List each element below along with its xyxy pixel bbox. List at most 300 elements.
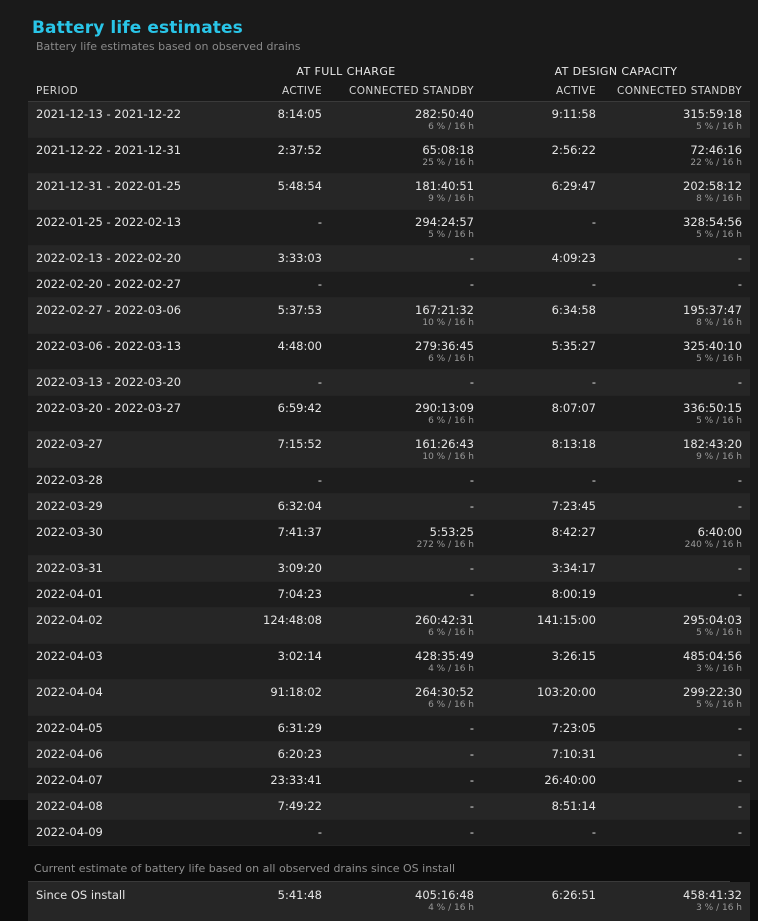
cell-active-full-value: 124:48:08 — [263, 613, 322, 627]
cell-active-design — [482, 680, 604, 716]
summary-standby-design-pct: 3 % / 16 h — [696, 903, 742, 913]
cell-active-design-value: 5:35:27 — [551, 339, 596, 353]
cell-active-full — [210, 298, 330, 334]
column-header-standby-design: CONNECTED STANDBY — [604, 82, 750, 102]
cell-period — [28, 246, 210, 272]
cell-standby-full-value: - — [469, 587, 474, 601]
cell-active-full-value: - — [317, 215, 322, 229]
page-title: Battery life estimates — [32, 18, 243, 38]
cell-standby-design-pct: 22 % / 16 h — [690, 158, 743, 168]
cell-standby-design-value: 202:58:12 — [683, 179, 743, 193]
cell-standby-full — [330, 556, 482, 582]
cell-standby-full-value: - — [469, 747, 474, 761]
cell-period — [28, 468, 210, 494]
cell-standby-design-value: - — [737, 721, 743, 735]
cell-standby-design-value: - — [737, 747, 743, 761]
cell-active-full — [210, 494, 330, 520]
cell-standby-design — [604, 494, 750, 520]
cell-active-design — [482, 520, 604, 556]
cell-standby-design-value: - — [737, 825, 743, 839]
cell-active-full — [210, 432, 330, 468]
cell-active-full-value: 2:37:52 — [277, 143, 322, 157]
cell-active-design — [482, 396, 604, 432]
cell-period-value: 2021-12-22 - 2021-12-31 — [36, 143, 182, 157]
cell-period-value: 2022-04-09 — [36, 825, 103, 839]
table-row — [28, 174, 750, 210]
cell-standby-design — [604, 742, 750, 768]
cell-period — [28, 396, 210, 432]
cell-standby-full — [330, 138, 482, 174]
cell-standby-design — [604, 768, 750, 794]
cell-active-design — [482, 210, 604, 246]
cell-period-value: 2022-02-13 - 2022-02-20 — [36, 251, 182, 265]
cell-active-full-value: 23:33:41 — [270, 773, 322, 787]
cell-standby-full-pct: 6 % / 16 h — [428, 122, 474, 132]
cell-standby-full — [330, 742, 482, 768]
cell-active-design-value: - — [591, 277, 596, 291]
cell-standby-design-pct: 5 % / 16 h — [696, 628, 743, 638]
summary-period: Since OS install — [28, 882, 210, 921]
table-row — [28, 644, 750, 680]
cell-standby-design-value: - — [737, 473, 743, 487]
cell-standby-design-value: - — [737, 587, 743, 601]
cell-standby-design — [604, 272, 750, 298]
cell-active-full — [210, 716, 330, 742]
table-row — [28, 520, 750, 556]
cell-standby-full-value: - — [469, 721, 474, 735]
cell-standby-full-value: - — [469, 799, 474, 813]
cell-active-full-value: 6:59:42 — [277, 401, 322, 415]
cell-standby-design — [604, 370, 750, 396]
cell-active-full-value: - — [317, 277, 322, 291]
cell-active-full-value: 7:49:22 — [277, 799, 322, 813]
cell-active-full-value: 4:48:00 — [277, 339, 322, 353]
cell-standby-full — [330, 246, 482, 272]
cell-standby-full-pct: 6 % / 16 h — [428, 416, 474, 426]
cell-active-full-value: - — [317, 375, 322, 389]
summary-standby-design-value: 458:41:32 — [683, 888, 742, 902]
cell-standby-full-value: - — [469, 375, 474, 389]
cell-active-design — [482, 468, 604, 494]
cell-active-full-value: 6:31:29 — [277, 721, 322, 735]
cell-active-full-value: 6:20:23 — [277, 747, 322, 761]
cell-active-full — [210, 644, 330, 680]
cell-active-full — [210, 272, 330, 298]
cell-standby-design — [604, 396, 750, 432]
cell-period-value: 2021-12-13 - 2021-12-22 — [36, 107, 182, 121]
summary-standby-full-pct: 4 % / 16 h — [428, 903, 474, 913]
cell-active-full — [210, 246, 330, 272]
cell-standby-design — [604, 298, 750, 334]
cell-standby-full — [330, 432, 482, 468]
cell-standby-full-value: - — [469, 773, 474, 787]
cell-standby-design-value: - — [737, 277, 743, 291]
cell-standby-full-value: - — [469, 561, 474, 575]
cell-period-value: 2022-02-20 - 2022-02-27 — [36, 277, 182, 291]
cell-period — [28, 608, 210, 644]
table-row — [28, 556, 750, 582]
cell-active-design-value: 8:13:18 — [551, 437, 596, 451]
table-row — [28, 680, 750, 716]
cell-active-full — [210, 608, 330, 644]
summary-standby-full-value: 405:16:48 — [415, 888, 474, 902]
cell-standby-design — [604, 794, 750, 820]
cell-active-design — [482, 768, 604, 794]
cell-standby-full — [330, 396, 482, 432]
cell-standby-design-pct: 5 % / 16 h — [696, 230, 743, 240]
cell-standby-design-pct: 5 % / 16 h — [696, 416, 743, 426]
summary-row — [28, 882, 750, 921]
summary-table — [28, 882, 750, 921]
cell-standby-full — [330, 820, 482, 846]
cell-active-full-value: 7:15:52 — [277, 437, 322, 451]
cell-period-value: 2022-04-05 — [36, 721, 103, 735]
table-row — [28, 608, 750, 644]
cell-active-full-value: 5:48:54 — [277, 179, 322, 193]
cell-standby-full-pct: 6 % / 16 h — [428, 700, 474, 710]
cell-standby-design-value: - — [737, 561, 743, 575]
cell-period-value: 2022-04-06 — [36, 747, 103, 761]
cell-standby-design — [604, 820, 750, 846]
cell-active-design-value: 3:34:17 — [551, 561, 596, 575]
cell-standby-full-value: 294:24:57 — [415, 215, 474, 229]
cell-standby-full — [330, 174, 482, 210]
cell-standby-full — [330, 210, 482, 246]
cell-active-full — [210, 820, 330, 846]
cell-period-value: 2022-03-20 - 2022-03-27 — [36, 401, 182, 415]
cell-active-full-value: 7:04:23 — [277, 587, 322, 601]
cell-standby-full-pct: 25 % / 16 h — [422, 158, 474, 168]
cell-period-value: 2022-03-28 — [36, 473, 103, 487]
cell-period — [28, 432, 210, 468]
cell-standby-design — [604, 644, 750, 680]
cell-period — [28, 644, 210, 680]
cell-standby-full — [330, 768, 482, 794]
group-header-spacer — [28, 63, 210, 82]
cell-standby-full-value: - — [469, 473, 474, 487]
cell-standby-full — [330, 680, 482, 716]
cell-standby-full-value: - — [469, 499, 474, 513]
cell-standby-design-pct: 8 % / 16 h — [696, 318, 743, 328]
cell-standby-full-value: 65:08:18 — [422, 143, 474, 157]
cell-active-design-value: 9:11:58 — [551, 107, 596, 121]
cell-standby-full — [330, 608, 482, 644]
cell-active-design — [482, 644, 604, 680]
cell-active-full — [210, 582, 330, 608]
cell-period-value: 2022-04-02 — [36, 613, 103, 627]
cell-standby-full-value: 260:42:31 — [415, 613, 474, 627]
cell-active-full — [210, 210, 330, 246]
table-row — [28, 794, 750, 820]
cell-standby-design-pct: 8 % / 16 h — [696, 194, 743, 204]
cell-active-design — [482, 334, 604, 370]
cell-standby-full-value: - — [469, 277, 474, 291]
cell-standby-design-value: 195:37:47 — [683, 303, 743, 317]
cell-active-full-value: 3:33:03 — [277, 251, 322, 265]
summary-active-full: 5:41:48 — [210, 882, 330, 921]
cell-standby-design — [604, 246, 750, 272]
summary-standby-full — [330, 882, 482, 921]
column-header-period: PERIOD — [28, 82, 210, 102]
table-row — [28, 716, 750, 742]
cell-standby-design — [604, 556, 750, 582]
cell-active-design — [482, 272, 604, 298]
cell-standby-full-pct: 5 % / 16 h — [428, 230, 474, 240]
cell-standby-design — [604, 716, 750, 742]
cell-standby-full-value: - — [469, 251, 474, 265]
cell-standby-design-pct: 9 % / 16 h — [696, 452, 743, 462]
cell-active-design-value: 6:34:58 — [551, 303, 596, 317]
cell-standby-full-pct: 6 % / 16 h — [428, 628, 474, 638]
table-row — [28, 494, 750, 520]
cell-active-design — [482, 246, 604, 272]
cell-active-full — [210, 138, 330, 174]
table-row — [28, 246, 750, 272]
cell-period — [28, 210, 210, 246]
cell-active-design-value: 3:26:15 — [551, 649, 596, 663]
cell-active-design — [482, 138, 604, 174]
cell-active-design-value: - — [591, 473, 596, 487]
cell-active-design — [482, 582, 604, 608]
cell-active-full — [210, 768, 330, 794]
cell-standby-design-value: 295:04:03 — [683, 613, 743, 627]
cell-standby-design-value: 6:40:00 — [697, 525, 743, 539]
cell-standby-design — [604, 680, 750, 716]
cell-active-design — [482, 608, 604, 644]
battery-estimates-table — [28, 63, 750, 846]
cell-standby-design-value: - — [737, 773, 743, 787]
group-header-design-capacity: AT DESIGN CAPACITY — [554, 65, 678, 78]
cell-standby-design-pct: 5 % / 16 h — [696, 700, 743, 710]
cell-standby-design-value: 315:59:18 — [683, 107, 743, 121]
cell-standby-full-pct: 6 % / 16 h — [428, 354, 474, 364]
cell-active-design-value: 8:00:19 — [551, 587, 596, 601]
cell-active-design-value: 4:09:23 — [551, 251, 596, 265]
cell-active-design — [482, 820, 604, 846]
table-row — [28, 138, 750, 174]
cell-standby-design — [604, 608, 750, 644]
cell-period — [28, 794, 210, 820]
cell-period — [28, 370, 210, 396]
cell-active-design — [482, 102, 604, 138]
cell-standby-design — [604, 468, 750, 494]
cell-active-design-value: - — [591, 215, 596, 229]
cell-active-design — [482, 298, 604, 334]
table-row — [28, 396, 750, 432]
table-row — [28, 298, 750, 334]
cell-active-design-value: 2:56:22 — [551, 143, 596, 157]
cell-active-design-value: 8:42:27 — [551, 525, 596, 539]
cell-standby-design-value: 72:46:16 — [690, 143, 743, 157]
cell-period — [28, 494, 210, 520]
cell-active-design-value: - — [591, 375, 596, 389]
cell-active-full — [210, 520, 330, 556]
cell-period-value: 2022-04-08 — [36, 799, 103, 813]
cell-standby-design — [604, 520, 750, 556]
cell-active-full-value: 91:18:02 — [270, 685, 322, 699]
cell-period — [28, 716, 210, 742]
cell-period — [28, 102, 210, 138]
cell-period-value: 2022-04-01 — [36, 587, 103, 601]
cell-period — [28, 334, 210, 370]
cell-standby-design-value: 325:40:10 — [683, 339, 743, 353]
cell-standby-design-value: - — [737, 251, 743, 265]
cell-standby-full-value: 282:50:40 — [415, 107, 474, 121]
cell-period-value: 2022-03-27 — [36, 437, 103, 451]
cell-active-full — [210, 794, 330, 820]
cell-standby-full — [330, 370, 482, 396]
cell-active-design-value: 7:23:45 — [551, 499, 596, 513]
cell-period-value: 2022-03-31 — [36, 561, 103, 575]
cell-active-design — [482, 370, 604, 396]
cell-active-design — [482, 716, 604, 742]
cell-active-design — [482, 494, 604, 520]
cell-standby-full-value: - — [469, 825, 474, 839]
cell-active-design — [482, 794, 604, 820]
cell-active-design-value: 8:07:07 — [551, 401, 596, 415]
table-header — [28, 63, 750, 102]
table-row — [28, 432, 750, 468]
cell-standby-design — [604, 174, 750, 210]
cell-standby-design — [604, 138, 750, 174]
cell-standby-full — [330, 494, 482, 520]
page-subtitle: Battery life estimates based on observed drains — [36, 40, 301, 53]
cell-standby-design-value: - — [737, 375, 743, 389]
cell-standby-full — [330, 582, 482, 608]
cell-standby-full — [330, 716, 482, 742]
cell-period-value: 2022-03-13 - 2022-03-20 — [36, 375, 182, 389]
cell-period — [28, 298, 210, 334]
cell-standby-design-value: 328:54:56 — [683, 215, 743, 229]
cell-standby-design — [604, 582, 750, 608]
table-row — [28, 582, 750, 608]
cell-standby-full — [330, 102, 482, 138]
cell-standby-design-value: 336:50:15 — [683, 401, 743, 415]
cell-standby-design-value: - — [737, 799, 743, 813]
cell-period-value: 2022-04-04 — [36, 685, 103, 699]
table-row — [28, 820, 750, 846]
cell-standby-full — [330, 644, 482, 680]
cell-active-design-value: - — [591, 825, 596, 839]
cell-active-design-value: 6:29:47 — [551, 179, 596, 193]
cell-period-value: 2022-02-27 - 2022-03-06 — [36, 303, 182, 317]
cell-active-design-value: 26:40:00 — [544, 773, 596, 787]
cell-active-full-value: - — [317, 473, 322, 487]
cell-standby-full-value: 5:53:25 — [429, 525, 474, 539]
cell-standby-full-pct: 9 % / 16 h — [428, 194, 474, 204]
table-row — [28, 742, 750, 768]
cell-standby-full-pct: 4 % / 16 h — [428, 664, 474, 674]
cell-period — [28, 174, 210, 210]
cell-active-design — [482, 556, 604, 582]
cell-active-full-value: - — [317, 825, 322, 839]
cell-standby-design — [604, 334, 750, 370]
cell-active-full — [210, 102, 330, 138]
cell-active-full — [210, 370, 330, 396]
cell-period — [28, 582, 210, 608]
cell-standby-full-value: 279:36:45 — [415, 339, 474, 353]
cell-active-design-value: 8:51:14 — [551, 799, 596, 813]
cell-standby-design-pct: 5 % / 16 h — [696, 122, 743, 132]
cell-standby-full — [330, 298, 482, 334]
cell-period — [28, 680, 210, 716]
cell-standby-full-pct: 10 % / 16 h — [422, 318, 474, 328]
cell-active-full-value: 7:41:37 — [277, 525, 322, 539]
cell-period — [28, 272, 210, 298]
cell-active-full — [210, 680, 330, 716]
cell-period — [28, 742, 210, 768]
table-row — [28, 768, 750, 794]
column-header-active-design: ACTIVE — [482, 82, 604, 102]
cell-active-full — [210, 556, 330, 582]
cell-standby-full — [330, 272, 482, 298]
column-header-active-full: ACTIVE — [210, 82, 330, 102]
cell-standby-design — [604, 210, 750, 246]
table-row — [28, 370, 750, 396]
cell-standby-full-pct: 10 % / 16 h — [422, 452, 474, 462]
cell-standby-design-value: 182:43:20 — [683, 437, 743, 451]
cell-active-full — [210, 396, 330, 432]
summary-note: Current estimate of battery life based on all observed drains since OS install — [34, 862, 456, 875]
cell-standby-full-value: 290:13:09 — [415, 401, 474, 415]
cell-standby-full-value: 167:21:32 — [415, 303, 474, 317]
cell-period — [28, 520, 210, 556]
table-row — [28, 102, 750, 138]
summary-active-design: 6:26:51 — [482, 882, 604, 921]
summary-standby-design — [604, 882, 750, 921]
cell-active-design — [482, 174, 604, 210]
table-row — [28, 334, 750, 370]
cell-active-design — [482, 742, 604, 768]
cell-active-design — [482, 432, 604, 468]
cell-standby-full-value: 264:30:52 — [415, 685, 474, 699]
cell-period — [28, 820, 210, 846]
cell-period-value: 2022-04-03 — [36, 649, 103, 663]
cell-active-full-value: 6:32:04 — [277, 499, 322, 513]
cell-standby-design — [604, 102, 750, 138]
group-header-full-charge: AT FULL CHARGE — [296, 65, 396, 78]
cell-active-full-value: 5:37:53 — [277, 303, 322, 317]
cell-standby-full-pct: 272 % / 16 h — [416, 540, 474, 550]
cell-period — [28, 768, 210, 794]
cell-period-value: 2021-12-31 - 2022-01-25 — [36, 179, 182, 193]
table-body — [28, 102, 750, 846]
cell-standby-design-value: - — [737, 499, 743, 513]
cell-standby-design-value: 299:22:30 — [683, 685, 743, 699]
column-header-row — [28, 82, 750, 102]
cell-standby-full-value: 161:26:43 — [415, 437, 474, 451]
cell-active-design-value: 7:23:05 — [551, 721, 596, 735]
cell-active-full — [210, 468, 330, 494]
cell-standby-full-value: 181:40:51 — [415, 179, 474, 193]
cell-active-full — [210, 742, 330, 768]
cell-period-value: 2022-01-25 - 2022-02-13 — [36, 215, 182, 229]
cell-period-value: 2022-03-30 — [36, 525, 103, 539]
cell-standby-design — [604, 432, 750, 468]
cell-period-value: 2022-04-07 — [36, 773, 103, 787]
cell-period — [28, 556, 210, 582]
cell-standby-full — [330, 520, 482, 556]
cell-period — [28, 138, 210, 174]
cell-period-value: 2022-03-29 — [36, 499, 103, 513]
cell-standby-design-pct: 5 % / 16 h — [696, 354, 743, 364]
cell-active-full — [210, 334, 330, 370]
cell-active-design-value: 141:15:00 — [537, 613, 596, 627]
cell-standby-full — [330, 334, 482, 370]
cell-standby-full-value: 428:35:49 — [415, 649, 474, 663]
cell-active-full-value: 8:14:05 — [277, 107, 322, 121]
table-row — [28, 468, 750, 494]
